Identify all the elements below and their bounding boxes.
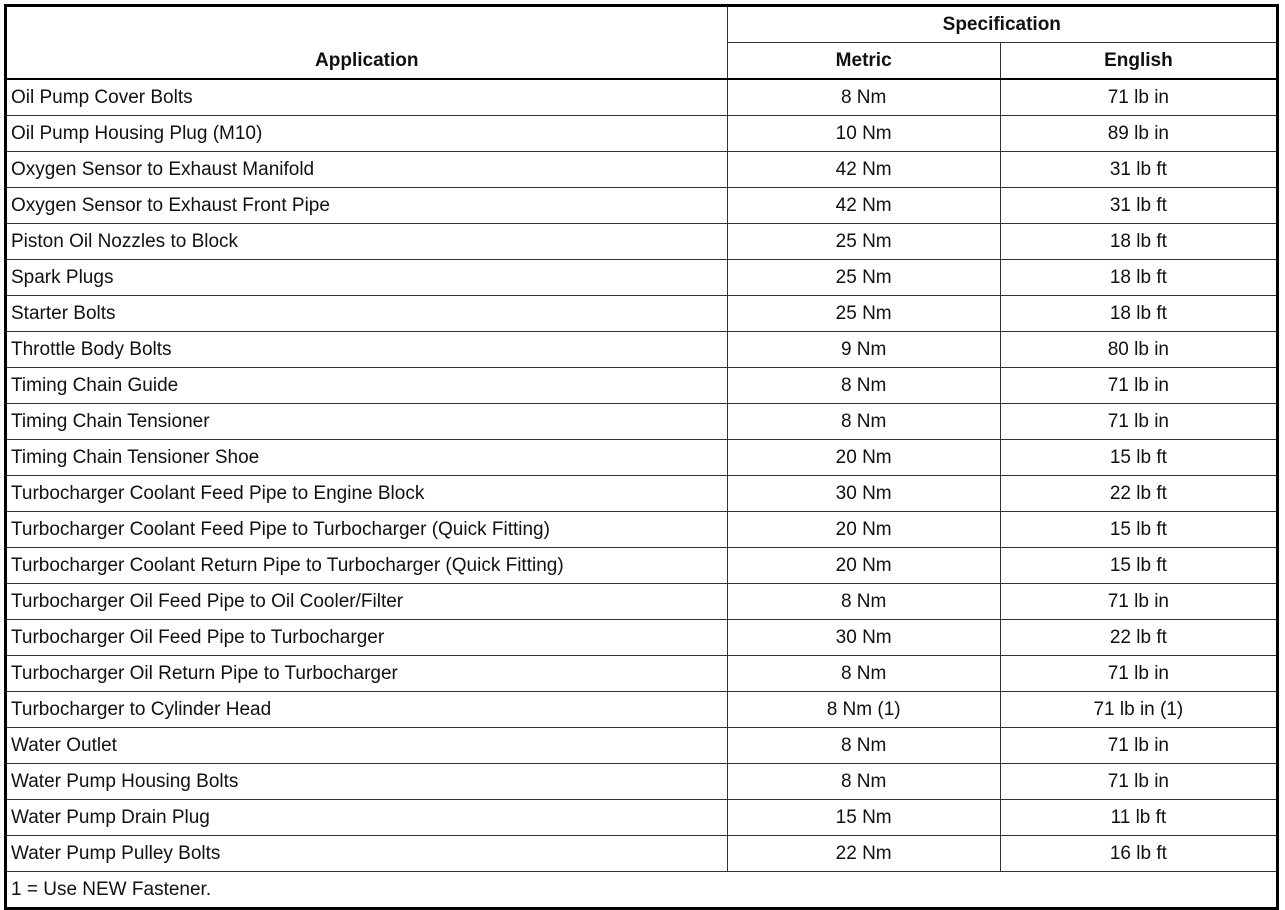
cell-english: 22 lb ft xyxy=(1000,476,1277,512)
cell-english: 31 lb ft xyxy=(1000,188,1277,224)
cell-english: 71 lb in xyxy=(1000,656,1277,692)
cell-application: Timing Chain Tensioner Shoe xyxy=(6,440,728,476)
table-row xyxy=(6,728,1278,764)
table-row xyxy=(6,836,1278,872)
cell-english: 15 lb ft xyxy=(1000,440,1277,476)
cell-english: 71 lb in xyxy=(1000,728,1277,764)
header-row-top xyxy=(6,6,1278,43)
footnote-row xyxy=(6,872,1278,909)
cell-application: Starter Bolts xyxy=(6,296,728,332)
torque-spec-table xyxy=(4,4,1279,910)
cell-metric: 8 Nm (1) xyxy=(727,692,1000,728)
cell-english: 71 lb in xyxy=(1000,368,1277,404)
cell-metric: 8 Nm xyxy=(727,728,1000,764)
cell-application: Timing Chain Tensioner xyxy=(6,404,728,440)
cell-application: Water Pump Drain Plug xyxy=(6,800,728,836)
header-specification: Specification xyxy=(727,6,1277,43)
table-body xyxy=(6,79,1278,872)
header-english: English xyxy=(1000,43,1277,80)
cell-application: Spark Plugs xyxy=(6,260,728,296)
table-row xyxy=(6,656,1278,692)
table-row xyxy=(6,512,1278,548)
table-row xyxy=(6,440,1278,476)
cell-application: Water Pump Housing Bolts xyxy=(6,764,728,800)
cell-application: Turbocharger Coolant Feed Pipe to Engine Block xyxy=(6,476,728,512)
cell-application: Oil Pump Housing Plug (M10) xyxy=(6,116,728,152)
cell-english: 71 lb in (1) xyxy=(1000,692,1277,728)
cell-english: 22 lb ft xyxy=(1000,620,1277,656)
cell-english: 71 lb in xyxy=(1000,584,1277,620)
cell-metric: 20 Nm xyxy=(727,548,1000,584)
cell-metric: 8 Nm xyxy=(727,79,1000,116)
cell-english: 31 lb ft xyxy=(1000,152,1277,188)
cell-application: Turbocharger Oil Feed Pipe to Oil Cooler/Filter xyxy=(6,584,728,620)
cell-application: Turbocharger Coolant Return Pipe to Turbocharger (Quick Fitting) xyxy=(6,548,728,584)
table-row xyxy=(6,260,1278,296)
cell-metric: 8 Nm xyxy=(727,656,1000,692)
cell-english: 18 lb ft xyxy=(1000,260,1277,296)
cell-english: 89 lb in xyxy=(1000,116,1277,152)
cell-english: 18 lb ft xyxy=(1000,224,1277,260)
cell-application: Water Outlet xyxy=(6,728,728,764)
cell-metric: 25 Nm xyxy=(727,296,1000,332)
cell-metric: 30 Nm xyxy=(727,476,1000,512)
cell-english: 16 lb ft xyxy=(1000,836,1277,872)
header-metric: Metric xyxy=(727,43,1000,80)
table-row xyxy=(6,116,1278,152)
cell-metric: 9 Nm xyxy=(727,332,1000,368)
cell-english: 71 lb in xyxy=(1000,404,1277,440)
cell-metric: 8 Nm xyxy=(727,584,1000,620)
cell-english: 15 lb ft xyxy=(1000,512,1277,548)
cell-application: Timing Chain Guide xyxy=(6,368,728,404)
cell-application: Oil Pump Cover Bolts xyxy=(6,79,728,116)
cell-metric: 25 Nm xyxy=(727,224,1000,260)
table-row xyxy=(6,404,1278,440)
table-row xyxy=(6,152,1278,188)
table-row xyxy=(6,548,1278,584)
cell-metric: 42 Nm xyxy=(727,152,1000,188)
table-row xyxy=(6,79,1278,116)
cell-english: 71 lb in xyxy=(1000,79,1277,116)
table-row xyxy=(6,332,1278,368)
cell-metric: 8 Nm xyxy=(727,368,1000,404)
cell-metric: 10 Nm xyxy=(727,116,1000,152)
table-row xyxy=(6,368,1278,404)
cell-application: Turbocharger Oil Feed Pipe to Turbocharger xyxy=(6,620,728,656)
cell-application: Piston Oil Nozzles to Block xyxy=(6,224,728,260)
cell-metric: 42 Nm xyxy=(727,188,1000,224)
cell-english: 15 lb ft xyxy=(1000,548,1277,584)
cell-metric: 8 Nm xyxy=(727,404,1000,440)
table-row xyxy=(6,224,1278,260)
cell-english: 11 lb ft xyxy=(1000,800,1277,836)
header-application: Application xyxy=(6,6,728,80)
table-row xyxy=(6,584,1278,620)
table-row xyxy=(6,692,1278,728)
cell-metric: 30 Nm xyxy=(727,620,1000,656)
cell-application: Water Pump Pulley Bolts xyxy=(6,836,728,872)
cell-application: Oxygen Sensor to Exhaust Front Pipe xyxy=(6,188,728,224)
cell-application: Throttle Body Bolts xyxy=(6,332,728,368)
cell-english: 71 lb in xyxy=(1000,764,1277,800)
table-row xyxy=(6,188,1278,224)
cell-application: Turbocharger Oil Return Pipe to Turbocharger xyxy=(6,656,728,692)
footnote: 1 = Use NEW Fastener. xyxy=(6,872,1278,909)
table-row xyxy=(6,296,1278,332)
cell-metric: 20 Nm xyxy=(727,512,1000,548)
cell-english: 18 lb ft xyxy=(1000,296,1277,332)
cell-metric: 25 Nm xyxy=(727,260,1000,296)
cell-english: 80 lb in xyxy=(1000,332,1277,368)
cell-metric: 8 Nm xyxy=(727,764,1000,800)
table-row xyxy=(6,764,1278,800)
cell-metric: 20 Nm xyxy=(727,440,1000,476)
table-row xyxy=(6,620,1278,656)
table-row xyxy=(6,476,1278,512)
cell-metric: 22 Nm xyxy=(727,836,1000,872)
cell-application: Turbocharger Coolant Feed Pipe to Turbocharger (Quick Fitting) xyxy=(6,512,728,548)
cell-application: Oxygen Sensor to Exhaust Manifold xyxy=(6,152,728,188)
table-row xyxy=(6,800,1278,836)
cell-application: Turbocharger to Cylinder Head xyxy=(6,692,728,728)
cell-metric: 15 Nm xyxy=(727,800,1000,836)
